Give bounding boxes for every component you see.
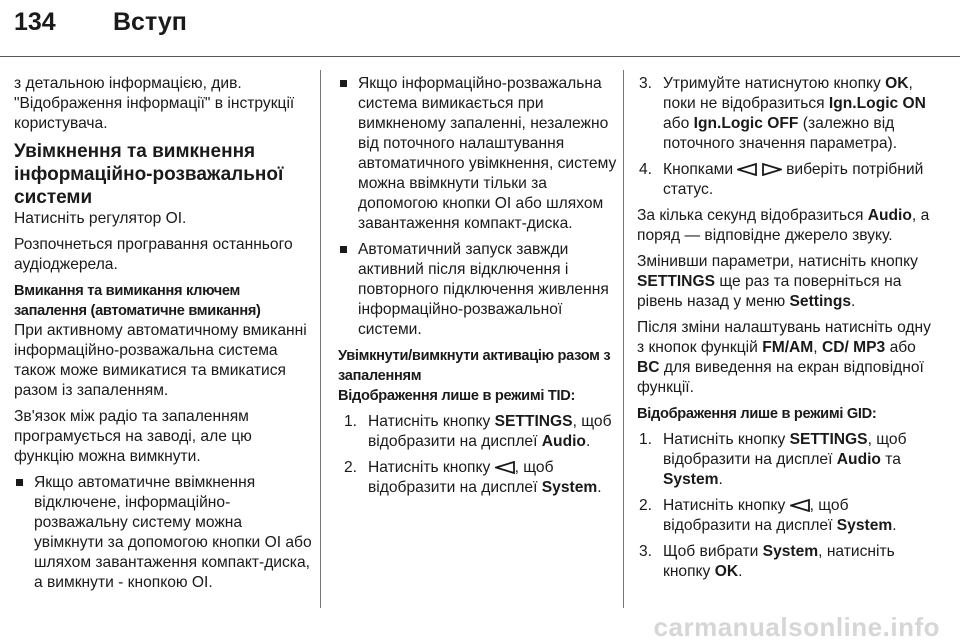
step-number: 1. [639,431,653,448]
step-text: , щоб відобразити на дисплеї [368,413,612,450]
bullet-text: Автоматичний запуск завжди активний після відключення і повторного підключення живлення інформаційно-розважальної системи. [358,241,609,338]
bullet-square-icon [340,246,347,253]
step-text: виберіть потрібний статус. [663,161,924,198]
column-1 [14,74,312,599]
bullet-text: Якщо автоматичне ввімкнення відключене, інформаційно-розважальну систему можна увімкнути за допомогою кнопки ОІ або шляхом завантаження компакт-диска, а вимкнути - кнопкою ОІ. [34,474,312,591]
bullet-item [14,473,312,593]
heading-tid-mode: Відображення лише в режимі TID: [338,388,576,404]
heading-toggle-activation: Увімкнути/вимкнути активацію разом з запаленням [338,348,611,384]
step-text: . [892,517,897,534]
bullet-text: Якщо інформаційно-розважальна система вимикається при вимкненому запаленні, незалежно від поточного налаштування автоматичного увімкнення, систему можна ввімкнути тільки за допомогою кнопки ОІ або шляхом завантаження компакт-диска. [358,75,617,232]
step-item [338,412,620,452]
text: , [813,339,822,356]
bullet-item [338,74,620,234]
column-2 [338,74,620,504]
column-3 [637,74,937,588]
step-text: . [718,471,723,488]
bc-key-label: BC [637,359,660,376]
system-menu-label: System [762,543,819,560]
step-text: Щоб вибрати [663,543,763,560]
step-item [637,430,937,490]
page-header [0,0,960,58]
heading-gid-mode: Відображення лише в режимі GID: [637,406,877,422]
right-triangle-icon [762,163,782,176]
ok-key-label: OK [714,563,739,580]
text: для виведення на екран відповідної функції. [637,359,924,396]
heading-power-on-off: Увімкнення та вимкнення інформаційно-розважальної системи [14,141,284,208]
step-item [637,542,937,582]
step-number: 1. [344,413,358,430]
paragraph-radio-ignition-link: Зв'язок між радіо та запаленням програмується на заводі, але цю функцію можна вимкнути. [14,408,252,465]
step-text: , поки не відобразиться [663,75,913,112]
step-text: . [597,479,602,496]
settings-menu-label: Settings [789,293,852,310]
ign-logic-on-label: Ign.Logic ON [828,95,926,112]
step-text: або [663,115,694,132]
step-number: 3. [639,75,653,92]
audio-menu-label: Audio [836,451,881,468]
system-menu-label: System [836,517,893,534]
text: За кілька секунд відобразиться [637,207,868,224]
step-text: Натисніть кнопку [368,413,495,430]
back-triangle-icon [790,499,810,512]
settings-key-label: SETTINGS [494,413,573,430]
step-text: (залежно від поточного значення параметра). [663,115,898,152]
step-text: , натисніть кнопку [663,543,895,580]
bullet-square-icon [340,80,347,87]
cd-mp3-key-label: CD/ MP3 [821,339,886,356]
step-text: Натисніть кнопку [663,431,790,448]
step-number: 3. [639,543,653,560]
back-triangle-icon [495,461,515,474]
paragraph-function-keys [637,318,937,398]
step-item [637,74,937,154]
paragraph-press-knob: Натисніть регулятор ОІ. [14,210,187,227]
step-number: 2. [639,497,653,514]
column-divider-1 [320,70,321,608]
step-text: , щоб відобразити на дисплеї [368,459,554,496]
text: , а поряд — відповідне джерело звуку. [637,207,930,244]
step-number: 2. [344,459,358,476]
site-watermark: carmanualsonline.info [653,612,940,642]
step-text: , щоб відобразити на дисплеї [663,431,907,468]
step-text: . [738,563,743,580]
step-item [637,496,937,536]
text: ще раз та поверніться на рівень назад у меню [637,273,902,310]
header-divider [0,56,960,57]
step-item [338,458,620,498]
step-number: 4. [639,161,653,178]
page-number: 134 [14,8,56,36]
audio-label: Audio [867,207,912,224]
system-menu-label: System [541,479,598,496]
step-text: Натисніть кнопку [663,497,790,514]
left-triangle-icon [737,163,757,176]
fm-am-key-label: FM/AM [762,339,814,356]
step-text: Кнопками [663,161,738,178]
system-menu-label: System [663,471,719,488]
text: Змінивши параметри, натисніть кнопку [637,253,918,270]
text: або [885,339,916,356]
page-title: Вступ [113,8,187,36]
settings-key-label: SETTINGS [637,273,715,290]
paragraph-audio-source [637,206,937,246]
paragraph-reference: з детальною інформацією, див. "Відображення інформації" в інструкції користувача. [14,75,295,132]
bullet-square-icon [16,479,23,486]
paragraph-playback-starts: Розпочнеться програвання останнього аудіоджерела. [14,236,293,273]
column-divider-2 [623,70,624,608]
paragraph-auto-on: При активному автоматичному вмиканні інформаційно-розважальна система також може вимикатися та вмикатися разом із запаленням. [14,322,307,399]
ign-logic-off-label: Ign.Logic OFF [693,115,799,132]
paragraph-settings-back [637,252,937,312]
step-text: та [880,451,901,468]
ok-key-label: OK [885,75,909,92]
step-text: Натисніть кнопку [368,459,495,476]
heading-ignition-switch: Вмикання та вимикання ключем запалення (автоматичне вмикання) [14,283,261,319]
settings-key-label: SETTINGS [789,431,868,448]
bullet-item [338,240,620,340]
step-text: Утримуйте натиснутою кнопку [663,75,886,92]
text: Після зміни налаштувань натисніть одну з кнопок функцій [637,319,931,356]
step-text: . [585,433,591,450]
text: . [851,293,856,310]
audio-menu-label: Audio [541,433,586,450]
step-text: , щоб відобразити на дисплеї [663,497,849,534]
step-item [637,160,937,200]
